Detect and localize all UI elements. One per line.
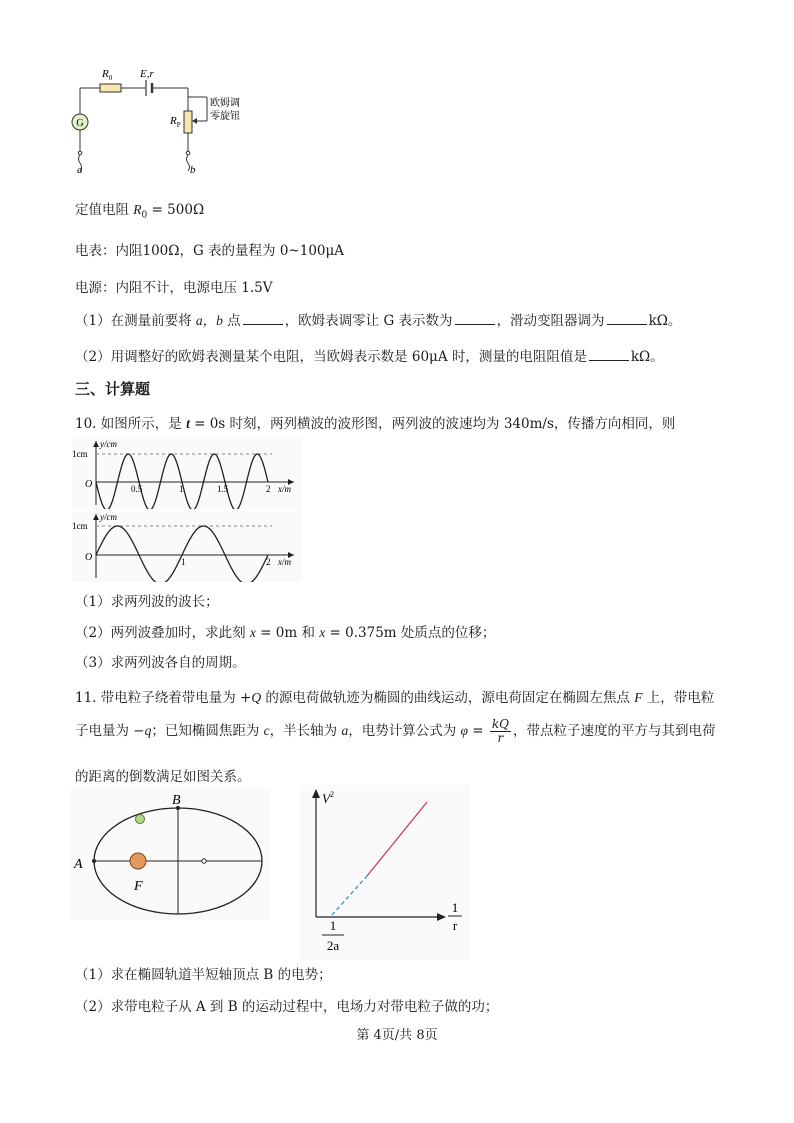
svg-text:V2: $V^2$ bbox=[322, 790, 334, 806]
rp-resistor-symbol bbox=[184, 111, 192, 133]
q9-part2: （2）用调整好的欧姆表测量某个电阻，当欧姆表示数是 60μA 时，测量的电阻阻值是 kΩ。 bbox=[75, 349, 664, 365]
fixed-resistor-line: 定值电阻 $R_0 = 500\Omega$ bbox=[75, 202, 205, 221]
svg-text:1: 1 bbox=[451, 900, 459, 915]
q10-part1: （1）求两列波的波长； bbox=[75, 594, 219, 610]
svg-text:2a: 2a bbox=[326, 938, 340, 953]
svg-text:O: O bbox=[85, 552, 93, 563]
svg-text:A: A bbox=[74, 857, 83, 872]
svg-text:2: 2 bbox=[266, 557, 271, 567]
svg-text:F: F bbox=[134, 879, 143, 894]
terminal-a-dot bbox=[78, 151, 82, 155]
power-source-line: 电源：内阻不计，电源电压 1.5V bbox=[75, 280, 273, 296]
rp-label: $R_P$ bbox=[170, 115, 181, 129]
svg-text:1: 1 bbox=[179, 484, 184, 494]
q11-part2: （2）求带电粒子从 A 到 B 的运动过程中，电场力对带电粒子做的功； bbox=[75, 999, 499, 1015]
svg-text:0.5: 0.5 bbox=[131, 484, 143, 494]
galvanometer-label: G bbox=[76, 118, 84, 129]
point-a-dot bbox=[92, 859, 96, 863]
svg-text:1: 1 bbox=[329, 918, 337, 933]
right-focus-dot bbox=[202, 859, 206, 863]
knob-label-line2: 零旋钮 bbox=[210, 111, 240, 122]
svg-text:1: 1 bbox=[181, 557, 186, 567]
source-charge-icon bbox=[130, 853, 146, 869]
svg-text:y/cm: y/cm bbox=[100, 512, 117, 522]
section-heading: 三、计算题 bbox=[75, 380, 151, 398]
meter-spec-line: 电表：内阻100Ω，G 表的量程为 0~100μA bbox=[75, 243, 345, 259]
wave-graph-1 bbox=[72, 437, 302, 509]
slider-arrow-icon bbox=[192, 118, 197, 124]
answer-blank-3[interactable] bbox=[607, 312, 647, 325]
svg-text:B: B bbox=[172, 793, 181, 808]
q11-stem-line1: 11. 带电粒子绕着带电量为 +Q 的源电荷做轨迹为椭圆的曲线运动，源电荷固定在椭圆左焦点 F 上，带电粒 bbox=[75, 690, 715, 706]
q11-stem-line3: 的距离的倒数满足如图关系。 bbox=[75, 769, 251, 785]
terminal-a-label: a bbox=[77, 164, 83, 176]
svg-text:x/m: x/m bbox=[278, 557, 291, 567]
q11-stem-line2: 子电量为 −q；已知椭圆焦距为 c，半长轴为 a，电势计算公式为 φ = $\frac{kQ}{r}$ ，带点粒子速度的平方与其到电荷 bbox=[75, 717, 716, 745]
svg-text:O: O bbox=[85, 479, 93, 490]
page-footer: 第 4页/共 8页 bbox=[356, 1028, 438, 1043]
answer-blank-1[interactable] bbox=[243, 312, 283, 325]
v2-vs-inverse-r-graph bbox=[300, 785, 480, 960]
terminal-b-dot bbox=[186, 151, 190, 155]
potential-fraction: $\frac{kQ}{r}$ bbox=[491, 717, 509, 745]
svg-text:x/m: x/m bbox=[278, 484, 291, 494]
svg-text:2: 2 bbox=[266, 484, 271, 494]
svg-text:y/cm: y/cm bbox=[100, 439, 117, 449]
answer-blank-2[interactable] bbox=[455, 312, 495, 325]
knob-label-line1: 欧姆调 bbox=[210, 98, 240, 109]
q10-stem: 10. 如图所示，是 t = 0s 时刻，两列横波的波形图，两列波的波速均为 340m/s，传播方向相同，则 bbox=[75, 416, 676, 432]
answer-blank-4[interactable] bbox=[589, 348, 629, 361]
ohmmeter-circuit-diagram bbox=[60, 55, 270, 180]
svg-text:1.5: 1.5 bbox=[217, 484, 229, 494]
terminal-b-label: b bbox=[190, 164, 196, 176]
svg-text:1cm: 1cm bbox=[72, 449, 88, 459]
wave-graph-2 bbox=[72, 510, 302, 582]
svg-text:1cm: 1cm bbox=[72, 521, 88, 531]
q10-part3: （3）求两列波各自的周期。 bbox=[75, 655, 246, 671]
source-label: E,r bbox=[140, 68, 154, 80]
q9-part1: （1）在测量前要将 a，b 点 ，欧姆表调零让 G 表示数为 ，滑动变阻器调为 kΩ。 bbox=[75, 313, 682, 329]
q10-part2: （2）两列波叠加时，求此刻 x = 0m 和 x = 0.375m 处质点的位移； bbox=[75, 625, 496, 641]
svg-text:r: r bbox=[452, 918, 458, 933]
q11-part1: （1）求在椭圆轨道半短轴顶点 B 的电势； bbox=[75, 967, 332, 983]
charged-particle-icon bbox=[136, 815, 145, 824]
r0-label: $R_0$ bbox=[102, 68, 113, 82]
ellipse-orbit-figure bbox=[70, 788, 270, 920]
r0-resistor-symbol bbox=[100, 84, 121, 92]
